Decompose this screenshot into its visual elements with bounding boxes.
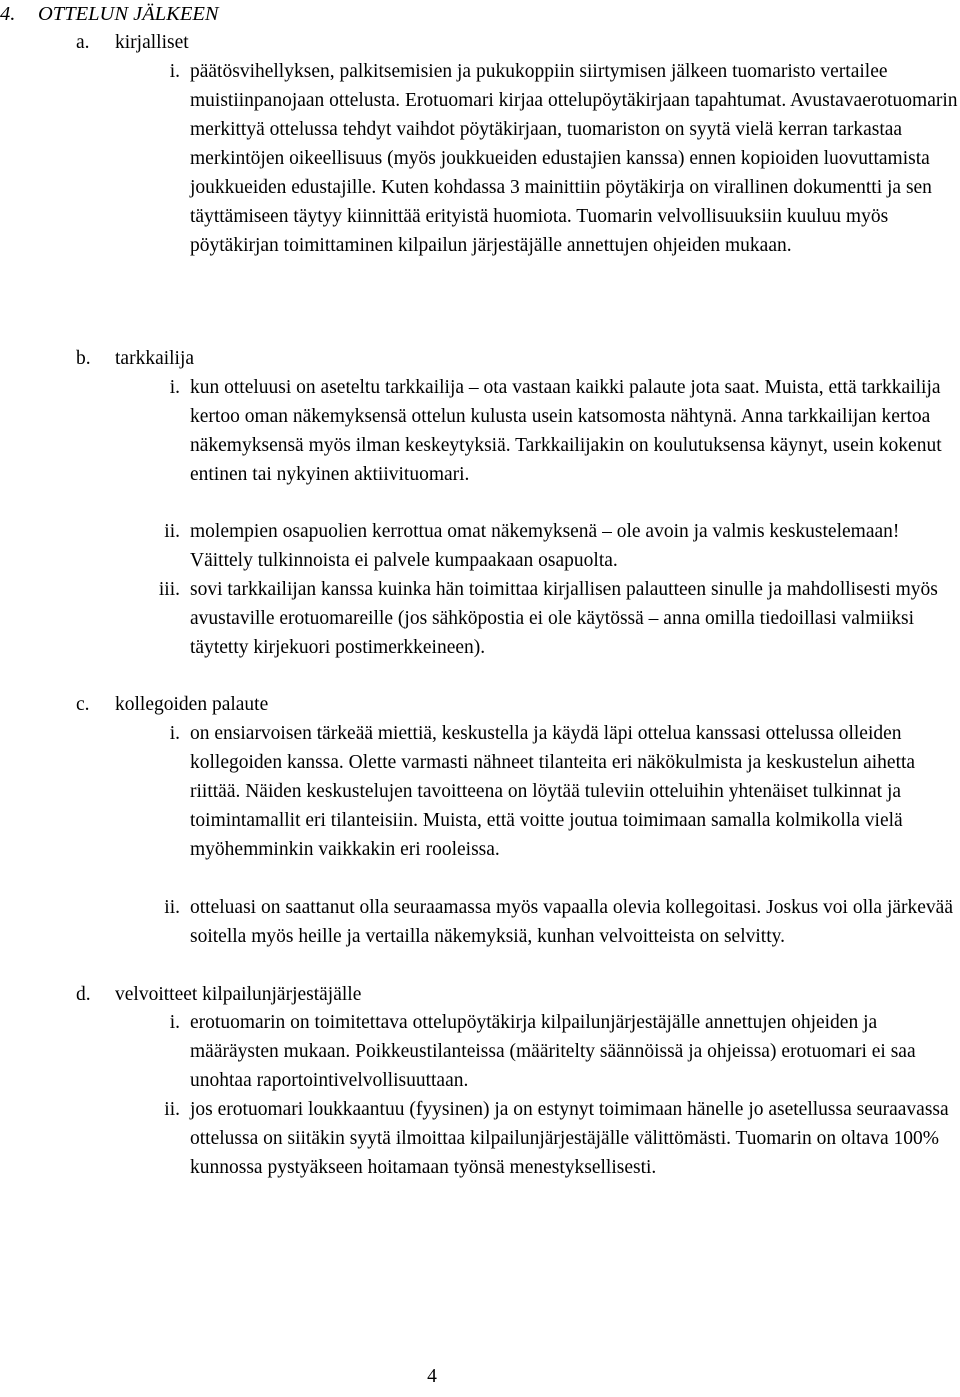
subsection-title: kollegoiden palaute — [115, 694, 269, 715]
item-number: iii. — [158, 579, 180, 600]
item-number: i. — [169, 1012, 180, 1033]
item-text: on ensiarvoisen tärkeää miettiä, keskustella ja käydä läpi ottelua kanssasi ottelussa olleiden kollegoiden kanssa. Olette varmasti nähneet tilanteita eri näkökulmista ja keskustelun aihetta riittää. Näiden keskustelujen tavoitteena on löytää tuleviin otteluihin yhtenäiset tulkinnat ja toimintamallit eri tilanteisiin. Muista, että voitte joutua toimimaan samalla kolmikolla vielä myöhemminkin vaikkakin eri rooleissa. — [190, 723, 916, 860]
item-number: ii. — [164, 897, 180, 918]
subsection-label: c. — [76, 694, 90, 715]
item-number: ii. — [164, 521, 180, 542]
heading-number: 4. — [0, 3, 16, 25]
item-text: molempien osapuolien kerrottua omat näkemyksenä – ole avoin ja valmis keskustelemaan! Väittely tulkinnoista ei palvele kumpaakaan osapuolta. — [190, 521, 900, 571]
subsection-label: a. — [76, 32, 90, 53]
list-item — [169, 1008, 960, 1095]
item-number: ii. — [164, 1099, 180, 1120]
heading-title: OTTELUN JÄLKEEN — [38, 3, 219, 25]
list-item — [164, 1095, 960, 1182]
item-text: päätösvihellyksen, palkitsemisien ja pukukoppiin siirtymisen jälkeen tuomaristo vertailee muistiinpanojaan ottelusta. Erotuomari kirjaa ottelupöytäkirjaan tapahtumat. Avustavaerotuomarin merkittyä ottelussa tehdyt vaihdot pöytäkirjaan, tuomariston on syytä vielä kerran tarkastaa merkintöjen oikeellisuus (myös joukkueiden edustajien kanssa) ennen kopioiden luovuttamista joukkueiden edustajille. Kuten kohdassa 3 mainittiin pöytäkirja on virallinen dokumentti ja sen täyttämiseen täytyy kiinnittää erityistä huomiota. Tuomarin velvollisuuksiin kuuluu myös pöytäkirjan toimittaminen kilpailun järjestäjälle annettujen ohjeiden mukaan. — [190, 61, 958, 256]
item-text: otteluasi on saattanut olla seuraamassa myös vapaalla olevia kollegoitasi. Joskus voi olla järkevää soitella myös heille ja vertailla näkemyksiä, kunhan velvoitteista on selvitty. — [190, 897, 953, 947]
subsection-title: tarkkailija — [115, 348, 195, 369]
item-text: erotuomarin on toimitettava ottelupöytäkirja kilpailunjärjestäjälle annettujen ohjeiden ja määräysten mukaan. Poikkeustilanteissa (määritelty säännöissä ja ohjeissa) erotuomari ei saa unohtaa raportointivelvollisuuttaan. — [190, 1012, 916, 1091]
list-item — [158, 575, 960, 662]
item-number: i. — [169, 61, 180, 82]
subsection-title: velvoitteet kilpailunjärjestäjälle — [115, 984, 362, 1005]
subsection-title: kirjalliset — [115, 32, 189, 53]
item-text: jos erotuomari loukkaantuu (fyysinen) ja on estynyt toimimaan hänelle jo asetellussa seuraavassa ottelussa on siitäkin syytä ilmoittaa kilpailunjärjestäjälle välittömästi. Tuomarin on oltava 100% kunnossa pystyäkseen hoitamaan työnsä menestyksellisesti. — [190, 1099, 949, 1178]
list-item — [169, 373, 960, 489]
item-number: i. — [169, 377, 180, 398]
section-heading — [0, 0, 219, 29]
list-item — [164, 517, 960, 575]
item-text: sovi tarkkailijan kanssa kuinka hän toimittaa kirjallisen palautteen sinulle ja mahdollisesti myös avustaville erotuomareille (jos sähköpostia ei ole käytössä – anna omilla tiedoillasi valmiiksi täytetty kirjekuori postimerkkeineen). — [190, 579, 938, 658]
item-number: i. — [169, 723, 180, 744]
list-item — [169, 57, 960, 260]
page-number: 4 — [427, 1366, 437, 1387]
list-item — [164, 893, 960, 951]
list-item — [169, 719, 960, 864]
item-text: kun otteluusi on aseteltu tarkkailija – ota vastaan kaikki palaute jota saat. Muista, että tarkkailija kertoo oman näkemyksensä ottelun kulusta usein katsomosta nähtynä. Anna tarkkailijan kertoa näkemyksensä myös ilman keskeytyksiä. Tarkkailijakin on koulutuksensa käynyt, usein kokenut entinen tai nykyinen aktiivituomari. — [190, 377, 942, 485]
subsection-label: b. — [76, 348, 91, 369]
subsection-label: d. — [76, 984, 91, 1005]
